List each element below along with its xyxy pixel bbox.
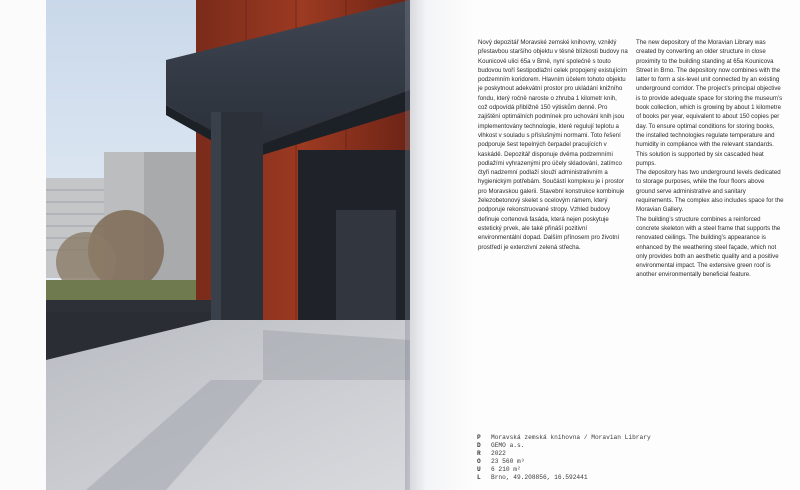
czech-paragraph: Nový depozitář Moravské zemské knihovny, vzniklý přestavbou staršího objektu v těsné blízkosti budovy na Kounicově ulici 65a v Brně, nyní společně s touto budovou tvoří šestipodlažní celek propojený existujícím podzemním koridorem. Hlavním účelem tohoto objektu je poskytnout adekvátní prostor pro ukládání knižního fondu, který ročně naroste o zhruba 1 kilometr knih, což odpovídá přibližně 150 výtiskům denně. Pro zajištění optimálních podmínek pro uchování knih jsou implementovány technologie, které regulují teplotu a vlhkost v souladu s příslušnými normami. Toto řešení podporuje šest tepelných čerpadel pracujících v kaskádě. Depozitář disponuje dvěma podzemními podlažími vyhrazenými pro účely skladování, zatímco čtyři nadzemní podlaží slouží administrativním a hygienickým potřebám. Součástí komplexu je i prostor pro Moravskou galerii. Stavební konstrukce kombinuje železobetonový skelet s ocelovým rámem, který podporuje rekonstruované stropy. Vzhled budovy definuje cortenová fasáda, která nejen poskytuje estetický prvek, ale také přináší pozitivní environmentální dopad. Dalším přínosem pro životní prostředí je extenzivní zelená střecha.	[478, 39, 628, 251]
english-paragraph: The new depository of the Moravian Library was created by converting an older structure in close proximity to the building standing at 65a Kounicova Street in Brno. The depository now combines with the latter to form a six-level unit connected by an existing underground corridor. The project’s principal objective is to provide adequate space for storing the museum’s book collection, which is growing by about 1 kilometre of books per year, equivalent to about 150 copies per day. To ensure optimal conditions for storing books, the installed technologies regulate temperature and humidity in compliance with the relevant standards. This solution is supported by six cascaded heat pumps.	[636, 39, 783, 167]
info-row-year	[477, 450, 651, 458]
info-value: 6 210 m²	[491, 466, 521, 474]
info-value: Moravská zemská knihovna / Moravian Library	[491, 434, 651, 441]
railing	[46, 300, 211, 312]
info-value: 23 560 m³	[491, 458, 525, 466]
info-key: O	[477, 458, 481, 466]
info-key: L	[477, 474, 481, 482]
info-key: D	[477, 442, 481, 450]
info-row-location	[477, 474, 651, 482]
english-paragraph: The depository has two underground levels dedicated to storage purposes, while the four floors above ground serve administrative and sanitary requirements. The complex also includes space for the Moravian Gallery.	[636, 169, 784, 214]
building-photo	[46, 0, 410, 490]
info-key: P	[477, 434, 481, 441]
info-row-project	[477, 434, 651, 442]
project-info	[477, 434, 651, 483]
text-column-english	[636, 38, 784, 280]
page-gutter-shadow	[405, 0, 475, 490]
info-value: Brno, 49.208856, 16.592441	[491, 474, 588, 482]
info-key: U	[477, 466, 481, 474]
grass	[46, 280, 206, 302]
info-value: 2022	[491, 450, 506, 458]
info-value: GEMO a.s.	[491, 442, 525, 450]
english-paragraph: The building’s structure combines a reinforced concrete skeleton with a steel frame that supports the renovated ceilings. The building’s appearance is enhanced by the weathering steel façade, which not only provides both an aesthetic quality and a positive environmental impact. The extensive green roof is another environmentally beneficial feature.	[636, 215, 781, 279]
info-row-designer	[477, 442, 651, 450]
info-row-area	[477, 466, 651, 474]
info-key: R	[477, 450, 481, 458]
info-row-volume	[477, 458, 651, 466]
text-column-czech	[478, 38, 628, 252]
